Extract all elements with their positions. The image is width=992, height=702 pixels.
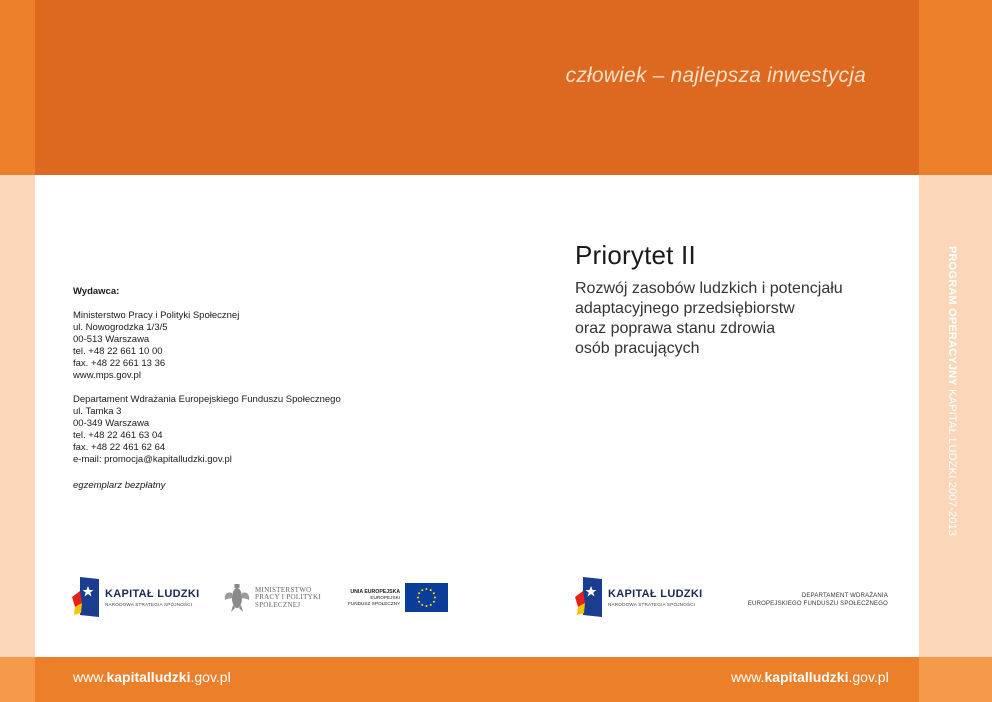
- department-street: ul. Tamka 3: [73, 406, 122, 417]
- left-margin-strip: [0, 175, 35, 657]
- eu-social-fund-logo: [348, 583, 448, 612]
- eagle-emblem-icon: [224, 583, 250, 613]
- slogan: człowiek – najlepsza inwestycja: [565, 64, 866, 87]
- publisher-info: [73, 286, 453, 492]
- kapital-ludzki-name: KAPITAŁ LUDZKI: [608, 587, 703, 600]
- ministry-name: Ministerstwo Pracy i Polityki Społecznej: [73, 310, 240, 321]
- ministry-fax: fax. +48 22 661 13 36: [73, 358, 166, 369]
- top-band: [0, 0, 992, 175]
- kapital-ludzki-emblem-icon: [575, 577, 602, 617]
- eu-logo-line: FUNDUSZ SPOŁECZNY: [348, 600, 401, 606]
- bottom-band-left-edge: [0, 657, 35, 702]
- spine-regular-text: KAPITAŁ LUDZKI 2007-2013: [946, 385, 958, 537]
- department-name: Departament Wdrażania Europejskiego Funduszu Społecznego: [73, 394, 341, 405]
- department-logo-line: EUROPEJSKIEGO FUNDUSZU SPOŁECZNEGO: [747, 601, 888, 607]
- website-domain: kapitalludzki: [764, 669, 849, 685]
- bottom-band-right-edge: [919, 657, 992, 702]
- website-link-front[interactable]: [731, 669, 889, 685]
- eu-logo-text: [348, 589, 400, 607]
- top-band-left-edge: [0, 0, 35, 175]
- kapital-ludzki-text: [105, 588, 199, 607]
- department-logo-line: DEPARTAMENT WDRAŻANIA: [801, 593, 888, 599]
- kapital-ludzki-name: KAPITAŁ LUDZKI: [105, 587, 200, 600]
- eu-logo-line: UNIA EUROPEJSKA: [350, 588, 401, 595]
- top-band-right-edge: [919, 0, 992, 175]
- cover-subtitle-line: osób pracujących: [575, 340, 700, 357]
- ministry-logo-line: PRACY I POLITYKI: [255, 593, 321, 602]
- kapital-ludzki-emblem-icon: [72, 577, 99, 617]
- bottom-band: [0, 657, 992, 702]
- department-fax: fax. +48 22 461 62 64: [73, 442, 166, 453]
- ministry-street: ul. Nowogrodzka 1/3/5: [73, 322, 168, 333]
- cover-title-block: [575, 240, 895, 359]
- ministry-logo-text: [255, 587, 321, 610]
- website-domain: kapitalludzki: [106, 669, 191, 685]
- ministry-logo: [224, 583, 321, 613]
- kapital-ludzki-logo-back: [72, 577, 199, 617]
- cover-subtitle: [575, 279, 895, 359]
- free-copy-note: egzemplarz bezpłatny: [73, 480, 166, 491]
- eu-logo-line: EUROPEJSKI: [370, 594, 401, 600]
- ministry-address: [73, 310, 453, 382]
- department-logo: [728, 592, 888, 608]
- cover-subtitle-line: oraz poprawa stanu zdrowia: [575, 320, 776, 337]
- kapital-ludzki-tagline: NARODOWA STRATEGIA SPÓJNOŚCI: [608, 601, 696, 607]
- website-prefix: www.: [73, 669, 107, 685]
- website-suffix: .gov.pl: [190, 669, 231, 685]
- spine-text: [946, 246, 958, 546]
- kapital-ludzki-tagline: NARODOWA STRATEGIA SPÓJNOŚCI: [105, 601, 193, 607]
- department-address: [73, 394, 453, 466]
- ministry-city: 00-513 Warszawa: [73, 334, 150, 345]
- ministry-logo-line: SPOŁECZNEJ: [255, 600, 301, 609]
- website-link-back[interactable]: [73, 669, 231, 685]
- website-prefix: www.: [731, 669, 765, 685]
- ministry-www: www.mps.gov.pl: [73, 370, 141, 381]
- cover-subtitle-line: adaptacyjnego przedsiębiorstw: [575, 300, 795, 317]
- ministry-logo-line: MINISTERSTWO: [255, 585, 312, 594]
- department-tel: tel. +48 22 461 63 04: [73, 430, 163, 441]
- kapital-ludzki-logo-front: [575, 577, 702, 617]
- cover-subtitle-line: Rozwój zasobów ludzkich i potencjału: [575, 280, 843, 297]
- spine-bold-text: PROGRAM OPERACYJNY: [946, 246, 958, 386]
- department-city: 00-349 Warszawa: [73, 418, 150, 429]
- spine: [948, 246, 968, 546]
- ministry-tel: tel. +48 22 661 10 00: [73, 346, 163, 357]
- kapital-ludzki-text: [608, 588, 702, 607]
- publisher-heading: Wydawca:: [73, 286, 120, 297]
- eu-flag-icon: [405, 583, 448, 612]
- website-suffix: .gov.pl: [848, 669, 889, 685]
- department-email: e-mail: promocja@kapitalludzki.gov.pl: [73, 454, 232, 465]
- cover-title: Priorytet II: [575, 240, 696, 270]
